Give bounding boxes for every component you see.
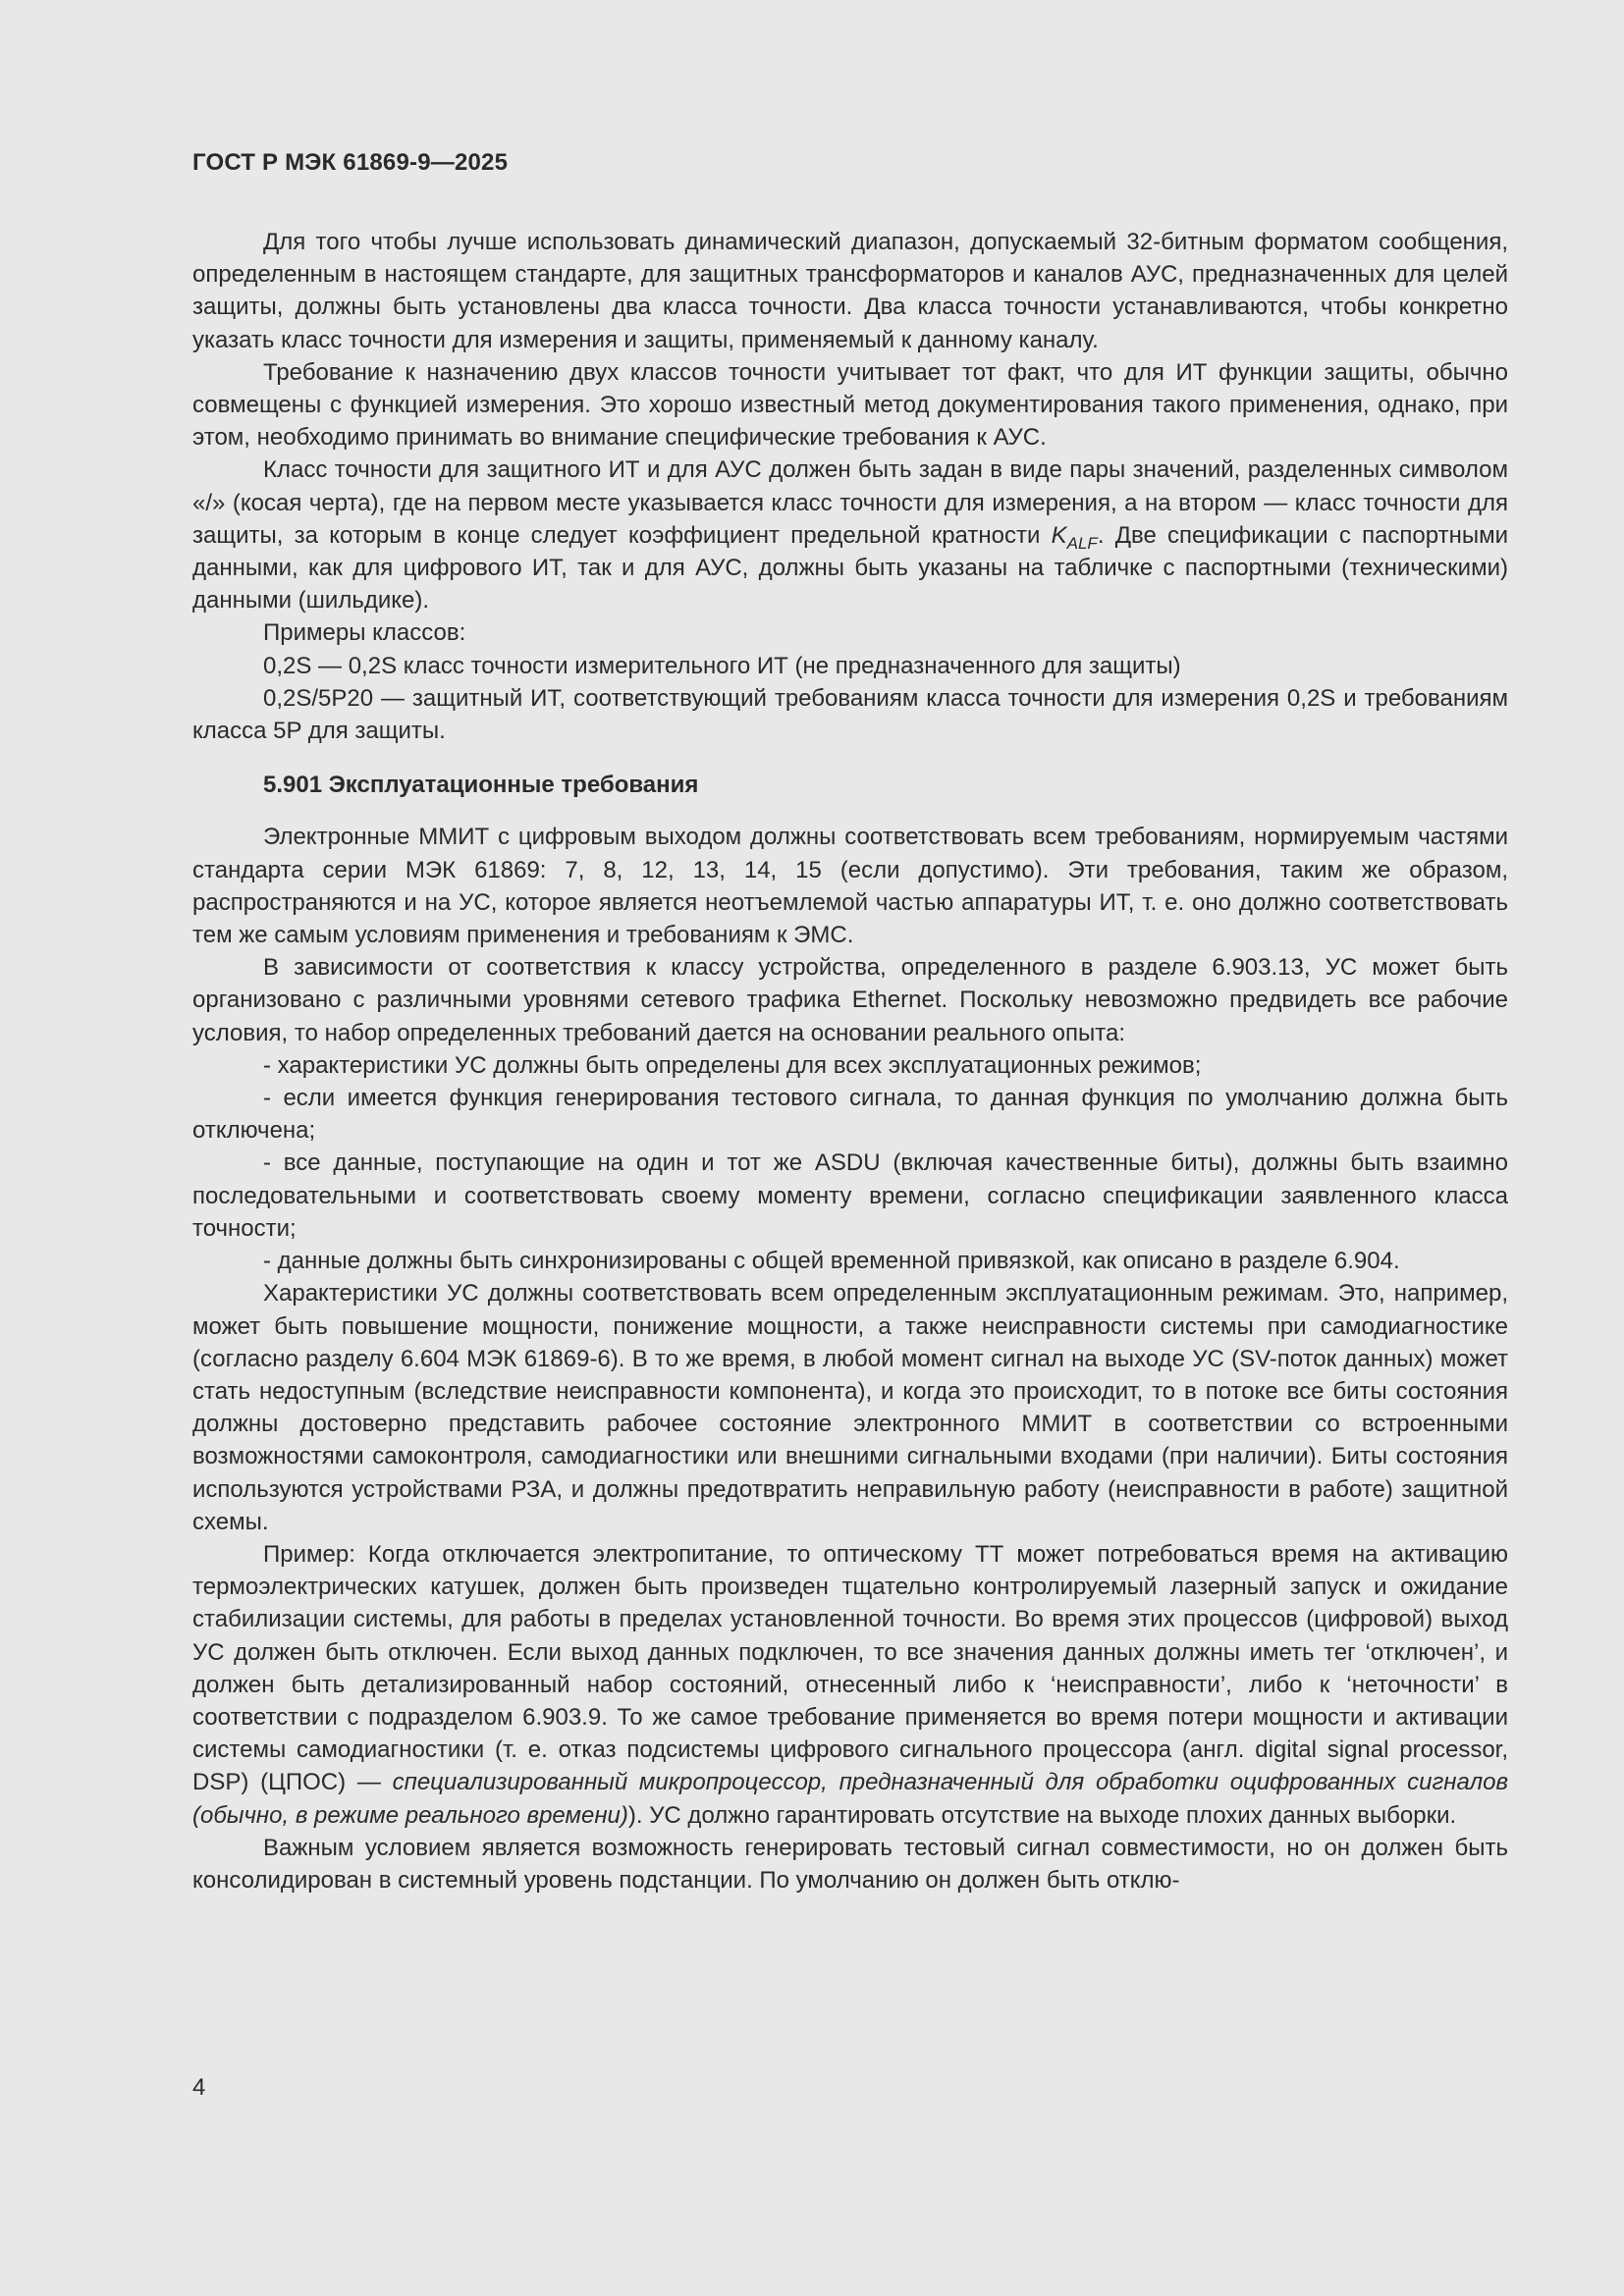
text-run: ). УС должно гарантировать отсутствие на выходе плохих данных выборки. <box>627 1801 1457 1829</box>
paragraph: Важным условием является возможность генерировать тестовый сигнал совместимости, но он должен быть консолидирован в системный уровень подстанции. По умолчанию он должен быть отклю- <box>192 1834 1508 1894</box>
paragraph: В зависимости от соответствия к классу устройства, определенного в разделе 6.903.13, УС может быть организовано с различными уровнями сетевого трафика Ethernet. Поскольку невозможно предвидеть все рабочие условия, то набор определенных требований дается на основании реального опыта: <box>192 954 1508 1046</box>
list-item: - характеристики УС должны быть определены для всех эксплуатационных режимов; <box>263 1051 1202 1079</box>
text-run: . Две спецификации с паспортными данными, как для цифрового ИТ, так и для АУС, должны быть указаны на табличке с паспортными (техническими) данными (шильдике). <box>192 521 1509 614</box>
list-item: - все данные, поступающие на один и тот же ASDU (включая качественные биты), должны быть взаимно последовательными и соответствовать своему моменту времени, согласно спецификации заявленного класса точности; <box>192 1149 1508 1242</box>
list-item: - если имеется функция генерирования тестового сигнала, то данная функция по умолчанию должна быть отключена; <box>192 1085 1508 1145</box>
paragraph: Характеристики УС должны соответствовать всем определенным эксплуатационным режимам. Это, например, может быть повышение мощности, понижение мощности, а также неисправности системы при самодиагностике (согласно разделу 6.604 МЭК 61869-6). В то же время, в любой момент сигнал на выходе УС (SV-поток данных) может стать недоступным (вследствие неисправности компонента), и когда это происходит, то в потоке все биты состояния должны достоверно представить рабочее состояние электронного ММИТ в соответствии со встроенными возможностями самоконтроля, самодиагностики или внешними сигнальными входами (при наличии). Биты состояния используются устройствами РЗА, и должны предотвратить неправильную работу (неисправности в работе) защитной схемы. <box>192 1280 1508 1535</box>
paragraph: Примеры классов: <box>263 619 466 647</box>
paragraph-accuracy-class <box>192 454 1508 616</box>
paragraph: Электронные ММИТ с цифровым выходом должны соответствовать всем требованиям, нормируемым частями стандарта серии МЭК 61869: 7, 8, 12, 13, 14, 15 (если допустимо). Эти требования, таким же образом, распространяются и на УС, которое является неотъемлемой частью аппаратуры ИТ, т. е. оно должно соответствовать тем же самым условиям применения и требованиям к ЭМС. <box>192 824 1508 949</box>
list-item: - данные должны быть синхронизированы с общей временной привязкой, как описано в разделе 6.904. <box>263 1248 1400 1275</box>
document-body <box>192 226 1508 1896</box>
text-run: Пример: Когда отключается электропитание, то оптическому ТТ может потребоваться время на активацию термоэлектрических катушек, должен быть произведен тщательно контролируемый лазерный запуск и ожидание стабилизации системы, для работы в пределах установленной точности. Во время этих процессов (цифровой) выход УС должен быть отключен. Если выход данных подключен, то все значения данных должны иметь тег ‘отключен’, и должен быть детализированный набор состояний, отнесенный либо к ‘неисправности’, либо к ‘неточности’ в соответствии с подразделом 6.903.9. То же самое требование применяется во время потери мощности и активации системы самодиагностики (т. е. отказ подсистемы цифрового сигнального процессора (англ. digital signal processor, DSP) (ЦПОС) — <box>192 1540 1508 1796</box>
section-heading: 5.901 Эксплуатационные требования <box>263 772 699 799</box>
paragraph: Для того чтобы лучше использовать динамический диапазон, допускаемый 32-битным форматом сообщения, определенным в настоящем стандарте, для защитных трансформаторов и каналов АУС, предназначенных для целей защиты, должны быть установлены два класса точности. Два класса точности устанавливаются, чтобы конкретно указать класс точности для измерения и защиты, применяемый к данному каналу. <box>192 229 1508 353</box>
page-number: 4 <box>192 2074 206 2101</box>
paragraph: Требование к назначению двух классов точности учитывает тот факт, что для ИТ функции защиты, обычно совмещены с функцией измерения. Это хорошо известный метод документирования такого применения, однако, при этом, необходимо принимать во внимание специфические требования к АУС. <box>192 358 1508 452</box>
k-alf-subscript: ALF <box>1066 533 1098 553</box>
paragraph-example <box>192 1538 1508 1832</box>
italic-definition: специализированный микропроцессор, предназначенный для обработки оцифрованных сигналов (обычно, в режиме реального времени) <box>192 1769 1508 1829</box>
k-alf-symbol: K <box>1051 521 1067 549</box>
standard-header: ГОСТ Р МЭК 61869-9—2025 <box>192 149 509 176</box>
paragraph-example: 0,2S — 0,2S класс точности измерительного ИТ (не предназначенного для защиты) <box>263 652 1181 679</box>
paragraph-example: 0,2S/5P20 — защитный ИТ, соответствующий требованиям класса точности для измерения 0,2S и требованиям класса 5P для защиты. <box>192 684 1508 745</box>
text-run: Класс точности для защитного ИТ и для АУС должен быть задан в виде пары значений, разделенных символом «/» (косая черта), где на первом месте указывается класс точности для измерения, а на втором — класс точности для защиты, за которым в конце следует коэффициент предельной кратности <box>192 456 1508 549</box>
